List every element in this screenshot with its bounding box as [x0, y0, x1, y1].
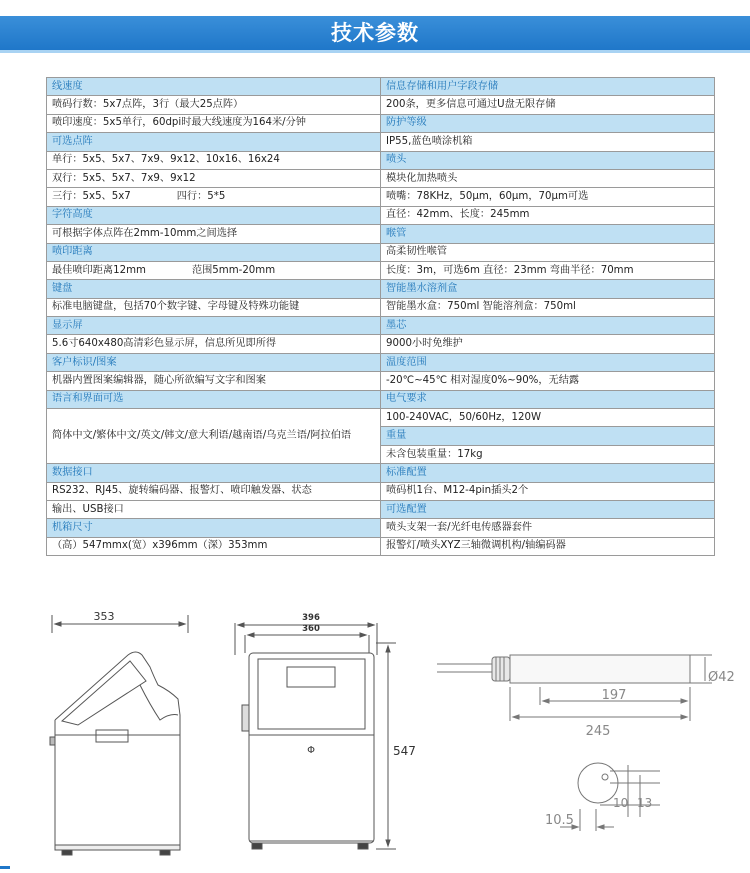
- spec-value-cell: [381, 335, 715, 353]
- section-header-cell: [47, 390, 381, 408]
- height-label: 547: [393, 744, 416, 758]
- spec-value-cell: [381, 482, 715, 500]
- spec-value-cell: [47, 409, 381, 464]
- spec-value-cell: [381, 409, 715, 427]
- cell-text: 电气要求: [386, 393, 427, 405]
- section-header-cell: [47, 519, 381, 537]
- cell-text: 可选配置: [386, 503, 427, 515]
- section-header-cell: [381, 151, 715, 169]
- cell-text: 未含包装重量：17kg: [386, 448, 483, 460]
- spec-value-cell: [381, 445, 715, 463]
- cell-text: 显示屏: [52, 319, 83, 331]
- section-header-cell: [47, 317, 381, 335]
- table-row: [47, 335, 715, 353]
- cell-text: 喷头支架一套/光纤电传感器套件: [386, 522, 533, 534]
- cell-text: 墨芯: [386, 319, 407, 331]
- cell-text: 线速度: [52, 80, 83, 92]
- head-length-short-label: 197: [601, 688, 627, 703]
- section-header-cell: [381, 78, 715, 96]
- side-view: [50, 615, 188, 855]
- cell-text: 输出、USB接口: [52, 503, 124, 515]
- front-width-outer-label: 396: [302, 613, 320, 623]
- cell-text: 智能墨水溶剂盒: [386, 282, 458, 294]
- title-banner: [0, 0, 750, 50]
- cell-text: 温度范围: [386, 356, 427, 368]
- cell-text: 喷嘴：78KHz，50μm，60μm，70μm可选: [386, 191, 589, 203]
- spec-value-cell: [47, 335, 381, 353]
- cell-text: 单行：5x5、5x7、7x9、9x12、10x16、16x24: [52, 154, 280, 166]
- spec-value-cell: [381, 243, 715, 261]
- cell-text: 喷码行数：5x7点阵，3行（最大25点阵）: [52, 99, 244, 111]
- section-header-cell: [47, 133, 381, 151]
- cell-text: 简体中文/繁体中文/英文/韩文/意大利语/越南语/乌克兰语/阿拉伯语: [52, 430, 352, 442]
- table-row: [47, 206, 715, 224]
- cell-text: 智能墨水盒：750ml 智能溶剂盒：750ml: [386, 301, 576, 313]
- section-header-cell: [381, 390, 715, 408]
- table-row: [47, 243, 715, 261]
- front-width-inner-label: 360: [302, 624, 320, 634]
- cell-text: 喷头: [386, 154, 407, 166]
- head-diameter-label: Ø42: [708, 670, 735, 685]
- table-row: [47, 133, 715, 151]
- section-header-cell: [381, 500, 715, 518]
- cell-text: 喷印距离: [52, 246, 93, 258]
- spec-value-cell: [47, 500, 381, 518]
- cell-text: 喷码机1台、M12-4pin插头2个: [386, 485, 529, 497]
- table-row: [47, 261, 715, 279]
- cell-text: 长度：3m，可选6m 直径：23mm 弯曲半径：70mm: [386, 264, 634, 276]
- section-header-cell: [381, 427, 715, 445]
- cell-text: 防护等级: [386, 117, 427, 129]
- table-row: [47, 482, 715, 500]
- cell-text: （高）547mmx(宽）x396mm（深）353mm: [52, 540, 268, 552]
- cell-text: 喷印速度：5x5单行，60dpi时最大线速度为164米/分钟: [52, 117, 306, 129]
- spec-value-cell: [381, 188, 715, 206]
- cell-text: 双行：5x5、5x7、7x9、9x12: [52, 172, 196, 184]
- corner-accent: [0, 866, 10, 869]
- section-header-cell: [381, 225, 715, 243]
- section-header-cell: [47, 280, 381, 298]
- cell-text: RS232、RJ45、旋转编码器、报警灯、喷印触发器、状态: [52, 485, 312, 497]
- spec-value-cell: [47, 96, 381, 114]
- cell-text: 可选点阵: [52, 135, 93, 147]
- table-row: [47, 409, 715, 427]
- cell-text: 语言和界面可选: [52, 393, 124, 405]
- spec-value-cell: [47, 298, 381, 316]
- section-header-cell: [381, 317, 715, 335]
- section-header-cell: [47, 243, 381, 261]
- spec-value-cell: [47, 482, 381, 500]
- spec-value-cell: [381, 169, 715, 187]
- spec-value-cell: [47, 225, 381, 243]
- front-symbol: Φ: [307, 745, 315, 756]
- cell-text: 100-240VAC，50/60Hz，120W: [386, 411, 542, 423]
- cell-text: 信息存储和用户字段存储: [386, 80, 499, 92]
- cell-text: 键盘: [52, 282, 73, 294]
- spec-value-cell: [47, 114, 381, 132]
- cell-text: 9000小时免维护: [386, 338, 463, 350]
- spec-value-cell: [381, 298, 715, 316]
- spec-table: [46, 77, 715, 556]
- cell-text: 机器内置图案编辑器，随心所欲编写文字和图案: [52, 374, 266, 386]
- cell-text: 高柔韧性喉管: [386, 246, 448, 258]
- cell-text: 机箱尺寸: [52, 522, 93, 534]
- spec-value-cell: [381, 537, 715, 555]
- cell-text-secondary: 四行：5*5: [176, 191, 226, 203]
- cell-text: 标准电脑键盘，包括70个数字键、字母键及特殊功能键: [52, 301, 300, 313]
- spec-table-body: [47, 78, 715, 556]
- spec-value-cell: [47, 372, 381, 390]
- page-title: 技术参数: [331, 21, 419, 45]
- spec-value-cell: [47, 169, 381, 187]
- spec-value-cell: [381, 96, 715, 114]
- spec-value-cell: [381, 372, 715, 390]
- table-row: [47, 225, 715, 243]
- cell-text: 报警灯/喷头XYZ三轴微调机构/轴编码器: [386, 540, 566, 552]
- spec-value-cell: [47, 537, 381, 555]
- title-underline: [0, 50, 750, 53]
- section-header-cell: [47, 464, 381, 482]
- spec-value-cell: [47, 188, 381, 206]
- cell-text: -20℃~45℃ 相对湿度0%~90%，无结露: [386, 374, 580, 386]
- table-row: [47, 372, 715, 390]
- nozzle-offset-label: 10.5: [545, 813, 574, 828]
- table-row: [47, 96, 715, 114]
- cell-text: 客户标识/图案: [52, 356, 117, 368]
- cell-text: 可根据字体点阵在2mm-10mm之间选择: [52, 227, 238, 239]
- cell-text: 喉管: [386, 227, 407, 239]
- table-row: [47, 353, 715, 371]
- spec-value-cell: [47, 261, 381, 279]
- spec-value-cell: [381, 206, 715, 224]
- section-header-cell: [47, 206, 381, 224]
- cell-text: 直径：42mm、长度：245mm: [386, 209, 530, 221]
- drawings-svg: [0, 595, 750, 873]
- table-row: [47, 317, 715, 335]
- table-row: [47, 151, 715, 169]
- cell-text: 三行：5x5、5x7: [52, 191, 131, 203]
- cell-text: 最佳喷印距离12mm: [52, 264, 146, 276]
- dimension-drawings: [0, 595, 750, 873]
- table-row: [47, 78, 715, 96]
- spec-value-cell: [47, 151, 381, 169]
- nozzle-dim-a-label: 10: [613, 796, 629, 810]
- section-header-cell: [381, 114, 715, 132]
- cell-text: 5.6寸640x480高清彩色显示屏，信息所见即所得: [52, 338, 277, 350]
- print-head-view: [437, 655, 712, 721]
- spec-value-cell: [381, 133, 715, 151]
- table-row: [47, 169, 715, 187]
- table-row: [47, 188, 715, 206]
- table-row: [47, 280, 715, 298]
- section-header-cell: [381, 464, 715, 482]
- cell-text: 数据接口: [52, 466, 93, 478]
- cell-text: 标准配置: [386, 466, 427, 478]
- cell-text: IP55,蓝色喷涂机箱: [386, 135, 473, 147]
- table-row: [47, 298, 715, 316]
- side-depth-label: 353: [93, 610, 115, 623]
- front-view: [235, 623, 396, 849]
- cell-text: 字符高度: [52, 209, 93, 221]
- table-row: [47, 390, 715, 408]
- section-header-cell: [381, 280, 715, 298]
- cell-text: 重量: [386, 430, 407, 442]
- table-row: [47, 114, 715, 132]
- table-row: [47, 500, 715, 518]
- nozzle-dim-b-label: 13: [637, 796, 653, 810]
- table-row: [47, 464, 715, 482]
- spec-value-cell: [381, 261, 715, 279]
- cell-text: 模块化加热喷头: [386, 172, 458, 184]
- section-header-cell: [47, 78, 381, 96]
- section-header-cell: [47, 353, 381, 371]
- spec-value-cell: [381, 519, 715, 537]
- table-row: [47, 519, 715, 537]
- head-length-total-label: 245: [585, 724, 611, 739]
- cell-text-secondary: 范围5mm-20mm: [191, 264, 276, 276]
- section-header-cell: [381, 353, 715, 371]
- cell-text: 200条，更多信息可通过U盘无限存储: [386, 99, 556, 111]
- table-row: [47, 537, 715, 555]
